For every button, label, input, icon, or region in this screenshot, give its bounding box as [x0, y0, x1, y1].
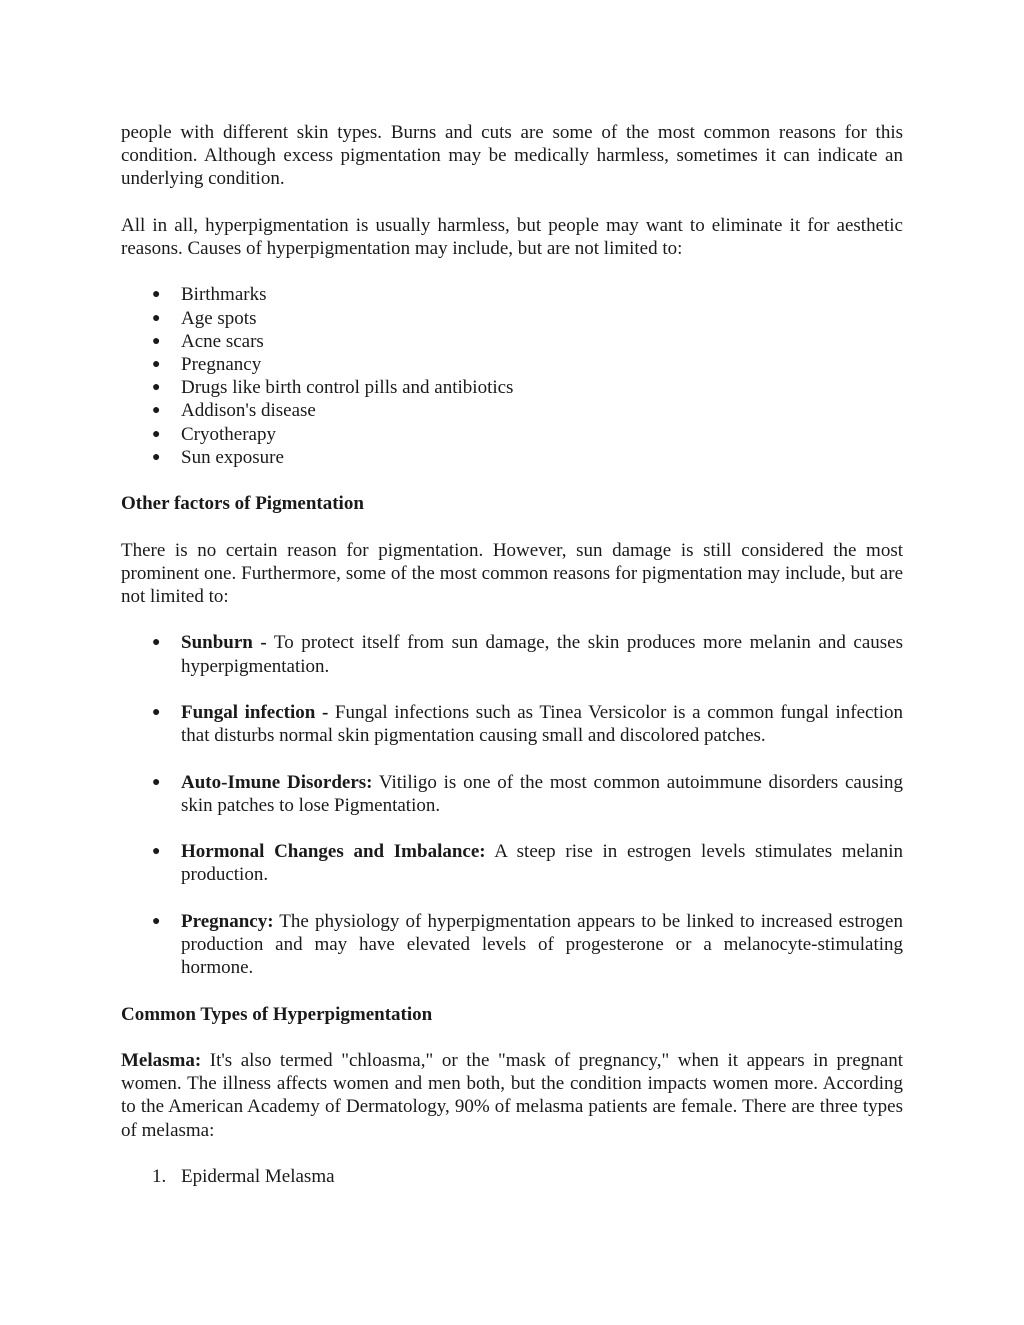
intro-paragraph-2: All in all, hyperpigmentation is usually harmless, but people may want to eliminate it for aesthetic reasons. Causes of hyperpigmentation may include, but are not limited to: — [121, 214, 903, 259]
factor-term: Fungal infection - — [181, 701, 329, 723]
bullet-icon: ● — [152, 380, 161, 396]
other-factors-intro: There is no certain reason for pigmentation. However, sun damage is still considered the most prominent one. Furthermore, some of the most common reasons for pigmentation may include, but are not limited to: — [121, 539, 903, 607]
list-item: ● Pregnancy — [152, 354, 262, 375]
bullet-icon: ● — [152, 426, 161, 442]
factor-term: Hormonal Changes and Imbalance: — [181, 841, 486, 863]
intro-paragraph-1: people with different skin types. Burns and cuts are some of the most common reasons for this condition. Although excess pigmentation may be medically harmless, sometimes it can indicate an underlying condition. — [121, 122, 903, 190]
bullet-icon: ● — [152, 635, 161, 651]
list-item: ● Age spots — [152, 307, 257, 329]
factor-item — [121, 910, 903, 980]
factor-item — [121, 771, 903, 817]
factor-term: Pregnancy: — [181, 910, 274, 932]
factor-text: A steep rise in estrogen levels stimulates melanin production. — [181, 841, 904, 886]
list-item: ● Birthmarks — [152, 284, 267, 306]
bullet-icon: ● — [152, 357, 161, 372]
factor-text: The physiology of hyperpigmentation appears to be linked to increased estrogen production and may have elevated levels of progesterone or a melanocyte-stimulating hormone. — [181, 910, 903, 979]
list-item: ● Addison's disease — [152, 400, 316, 422]
factor-text: To protect itself from sun damage, the skin produces more melanin and causes hyperpigmentation. — [181, 632, 903, 677]
bullet-icon: ● — [152, 913, 161, 929]
melasma-types-list — [121, 1165, 903, 1188]
factor-text: Vitiligo is one of the most common autoimmune disorders causing skin patches to lose Pigmentation. — [181, 771, 903, 816]
bullet-icon: ● — [152, 844, 161, 860]
factors-list — [121, 631, 903, 979]
bullet-icon: ● — [152, 704, 161, 720]
bullet-icon: ● — [152, 403, 161, 419]
causes-list — [121, 283, 903, 469]
list-item — [121, 1165, 903, 1188]
other-factors-heading: Other factors of Pigmentation — [121, 493, 364, 515]
bullet-icon: ● — [152, 333, 161, 349]
bullet-icon: ● — [152, 287, 161, 303]
factor-text: Fungal infections such as Tinea Versicolor is a common fungal infection that disturbs normal skin pigmentation causing small and discolored patches. — [181, 701, 903, 747]
bullet-icon: ● — [152, 774, 161, 790]
melasma-paragraph — [121, 1049, 903, 1142]
list-item: ● Cryotherapy — [152, 423, 276, 445]
list-item: ● Sun exposure — [152, 446, 284, 468]
melasma-term: Melasma: — [121, 1049, 202, 1071]
factor-item — [121, 701, 903, 747]
factor-term: Sunburn - — [181, 632, 267, 654]
bullet-icon: ● — [152, 449, 161, 465]
factor-item — [121, 840, 903, 886]
list-item-label: Epidermal Melasma — [181, 1165, 335, 1187]
list-item: ● Acne scars — [152, 330, 264, 352]
list-number: 1. — [152, 1165, 167, 1187]
melasma-text: It's also termed "chloasma," or the "mask of pregnancy," when it appears in pregnant women. The illness affects women and men both, but the condition impacts women more. According to the American Academy of Dermatology, 90% of melasma patients are female. There are three types of melasma: — [121, 1049, 903, 1141]
common-types-heading: Common Types of Hyperpigmentation — [121, 1003, 433, 1025]
factor-term: Auto-Imune Disorders: — [181, 771, 373, 793]
bullet-icon: ● — [152, 310, 161, 326]
factor-item — [121, 631, 903, 677]
list-item: ● Drugs like birth control pills and antibiotics — [152, 377, 514, 399]
document-page — [121, 121, 903, 1188]
